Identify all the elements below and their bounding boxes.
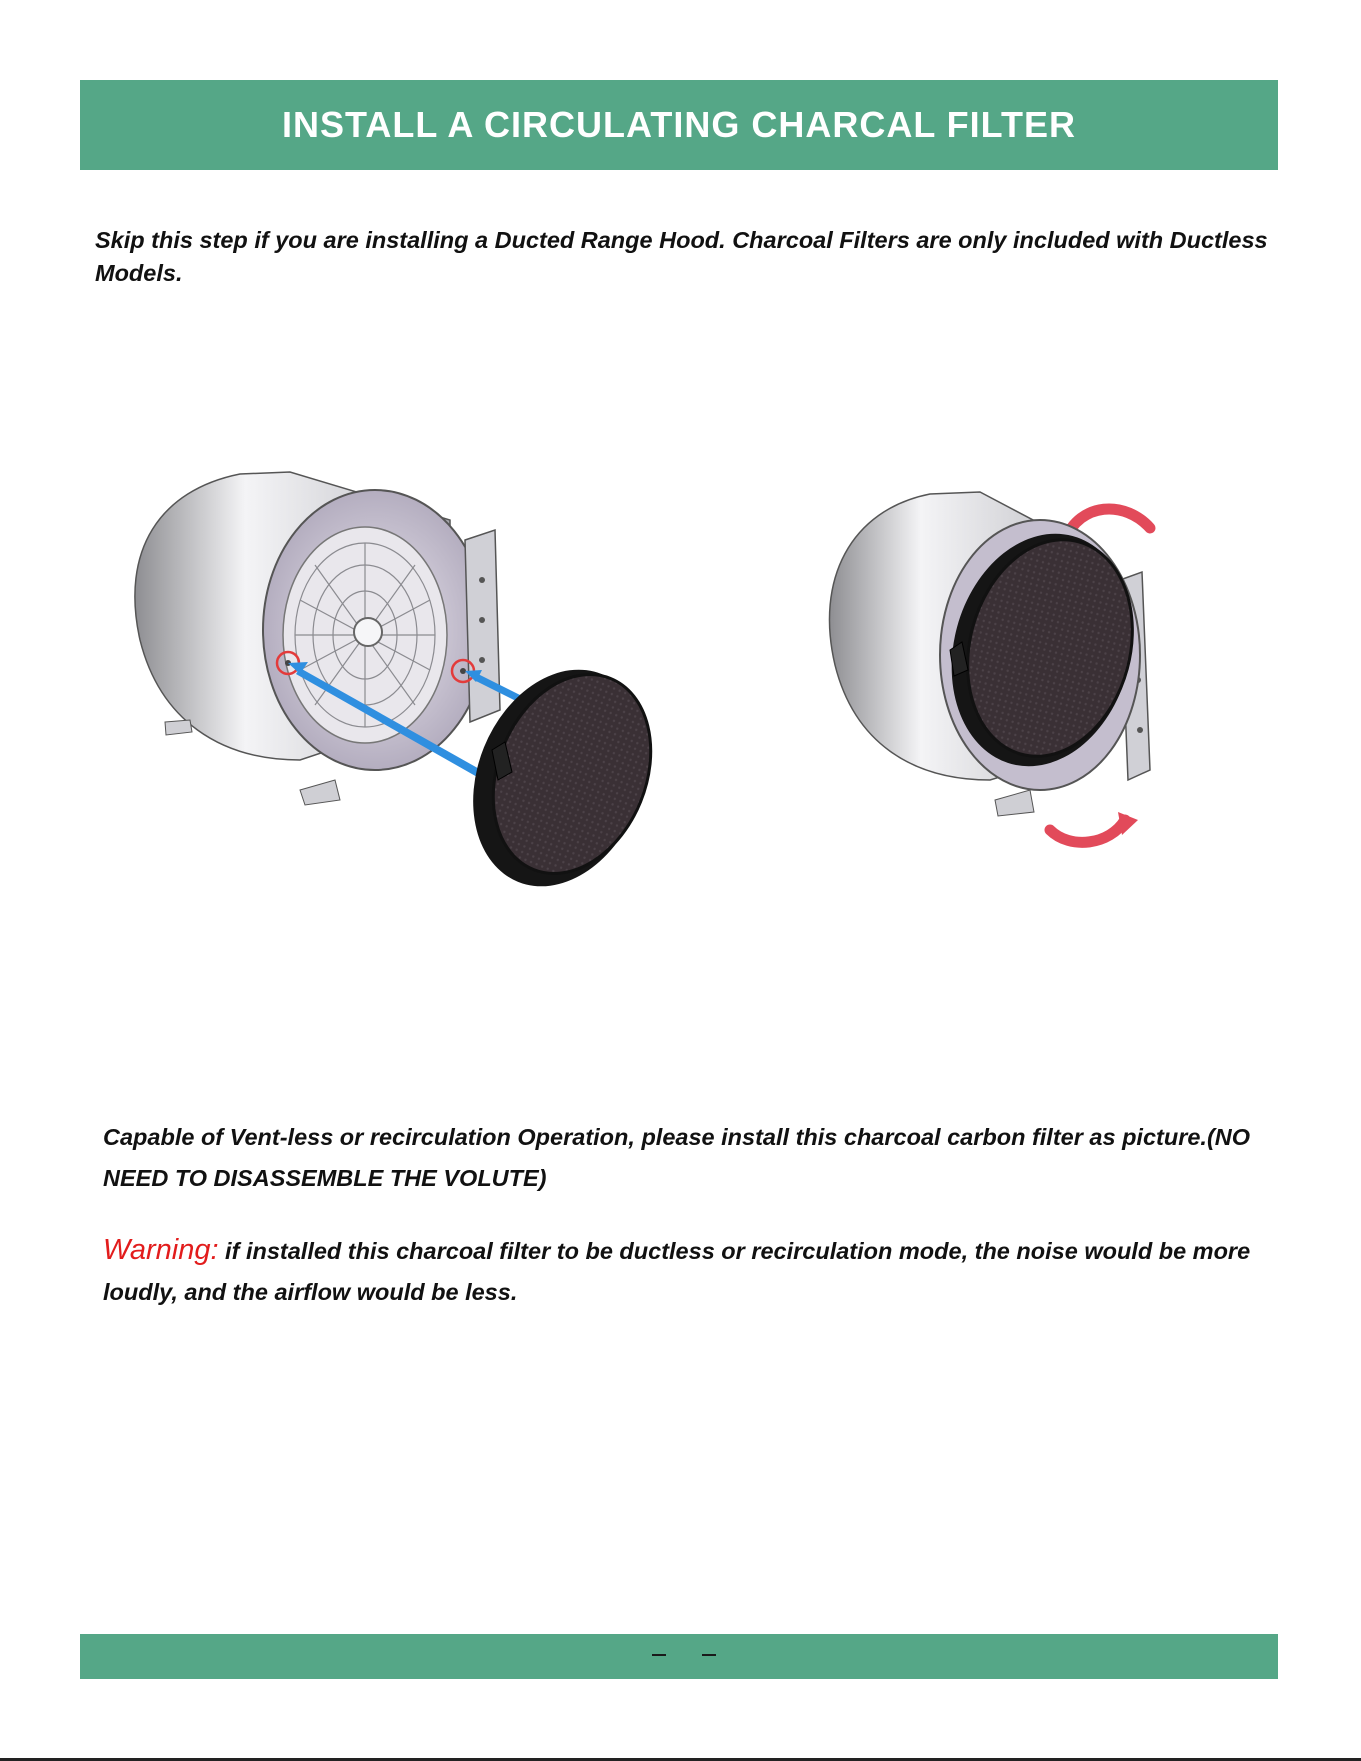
blower-motor-icon (120, 460, 720, 900)
illustration-filter-installed (820, 480, 1200, 870)
warning-label: Warning: (103, 1234, 219, 1266)
page-number-dash-right (702, 1654, 716, 1656)
warning-text: if installed this charcoal filter to be ductless or recirculation mode, the noise would be more loudly, and the airflow would be less. (103, 1238, 1251, 1305)
header-band (80, 80, 1278, 170)
capability-instructions: Capable of Vent-less or recirculation Operation, please install this charcoal carbon filter as picture.(NO NEED TO DISASSEMBLE THE VOLUTE) (103, 1124, 1251, 1191)
warning-paragraph (103, 1230, 1283, 1313)
page-number-dash-left (652, 1654, 666, 1656)
page-title: INSTALL A CIRCULATING CHARCAL FILTER (282, 104, 1076, 145)
illustration-attach-filter (120, 460, 720, 900)
footer-band (80, 1634, 1278, 1679)
blower-motor-icon (820, 480, 1200, 870)
intro-note: Skip this step if you are installing a Ducted Range Hood. Charcoal Filters are only included with Ductless Models. (95, 227, 1268, 286)
